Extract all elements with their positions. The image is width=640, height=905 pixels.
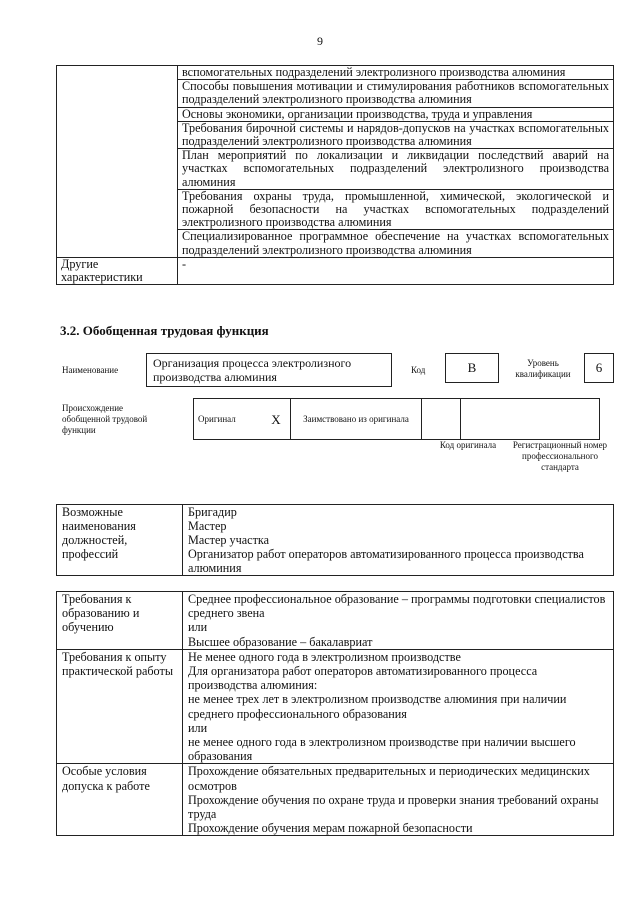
code-label: Код	[411, 365, 426, 375]
qualification-level-field: 6	[584, 353, 614, 383]
knowledge-item: Способы повышения мотивации и стимулирования работников вспомогательных подразделений электролизного производства алюминия	[178, 80, 614, 107]
requirement-line: Среднее профессиональное образование – программы подготовки специалистов среднего звена	[188, 592, 606, 621]
knowledge-item: План мероприятий по локализации и ликвидации последствий аварий на участках вспомогательных подразделений электролизного производства алюминия	[178, 149, 614, 190]
requirement-line: Прохождение обязательных предварительных и периодических медицинских осмотров	[188, 764, 590, 793]
name-label: Наименование	[62, 365, 119, 375]
origin-label: Происхождение обобщенной трудовой функции	[62, 403, 148, 435]
experience-label: Требования к опыту практической работы	[57, 649, 183, 764]
admission-label: Особые условия допуска к работе	[57, 764, 183, 836]
requirement-line: не менее одного года в электролизном производстве при наличии высшего образования	[188, 735, 576, 764]
function-name-field: Организация процесса электролизного производства алюминия	[146, 353, 392, 387]
page-number: 9	[317, 34, 323, 48]
education-label: Требования к образованию и обучению	[57, 592, 183, 650]
requirements-table	[56, 591, 614, 836]
requirement-line: или	[188, 720, 208, 735]
origin-table	[193, 398, 600, 440]
positions-label: Возможные наименования должностей, профессий	[57, 505, 183, 576]
borrowed-label: Заимствовано из оригинала	[291, 399, 422, 440]
requirement-line: не менее трех лет в электролизном производстве алюминия при наличии среднего профессионального образования	[188, 692, 567, 721]
education-value	[183, 592, 614, 650]
requirement-line: Прохождение обучения по охране труда и проверки знания требований охраны труда	[188, 792, 599, 822]
knowledge-item: Специализированное программное обеспечение на участках вспомогательных подразделений электролизного производства алюминия	[178, 230, 614, 257]
requirement-line: Высшее образование – бакалавриат	[188, 634, 373, 649]
original-mark: X	[262, 399, 291, 440]
registration-number-caption: Регистрационный номер профессионального стандарта	[512, 440, 608, 472]
other-characteristics-label: Другие характеристики	[57, 257, 178, 284]
other-characteristics-value: -	[178, 257, 614, 284]
original-label: Оригинал	[194, 399, 263, 440]
section-title: 3.2. Обобщенная трудовая функция	[60, 323, 269, 338]
position-item: Мастер	[188, 519, 227, 533]
knowledge-label-cell	[57, 66, 178, 258]
requirement-line: или	[188, 620, 208, 635]
admission-value	[183, 764, 614, 836]
level-label: Уровень квалификации	[515, 358, 571, 379]
requirement-line: Прохождение обучения мерам пожарной безопасности	[188, 821, 473, 836]
position-item: Мастер участка	[188, 533, 270, 547]
requirement-line: Не менее одного года в электролизном производстве	[188, 649, 461, 664]
positions-list	[183, 505, 614, 576]
function-code-field: В	[445, 353, 499, 383]
knowledge-item: Требования бирочной системы и нарядов-допусков на участках вспомогательных подразделений электролизного производства алюминия	[178, 121, 614, 148]
position-item: Бригадир	[188, 505, 237, 519]
original-code-caption: Код оригинала	[439, 440, 497, 450]
knowledge-table	[56, 65, 614, 285]
registration-number-cell	[461, 399, 600, 440]
original-code-cell	[422, 399, 461, 440]
knowledge-item: Требования охраны труда, промышленной, химической, экологической и пожарной безопасности на участках вспомогательных подразделений электролизного производства алюминия	[178, 189, 614, 230]
knowledge-item: Основы экономики, организации производства, труда и управления	[178, 107, 614, 121]
position-item: Организатор работ операторов автоматизированного процесса производства алюминия	[188, 547, 584, 575]
requirement-line: Для организатора работ операторов автоматизированного процесса производства алюминия:	[188, 664, 538, 693]
positions-table	[56, 504, 614, 576]
experience-value	[183, 649, 614, 764]
knowledge-item: вспомогательных подразделений электролизного производства алюминия	[178, 66, 614, 80]
